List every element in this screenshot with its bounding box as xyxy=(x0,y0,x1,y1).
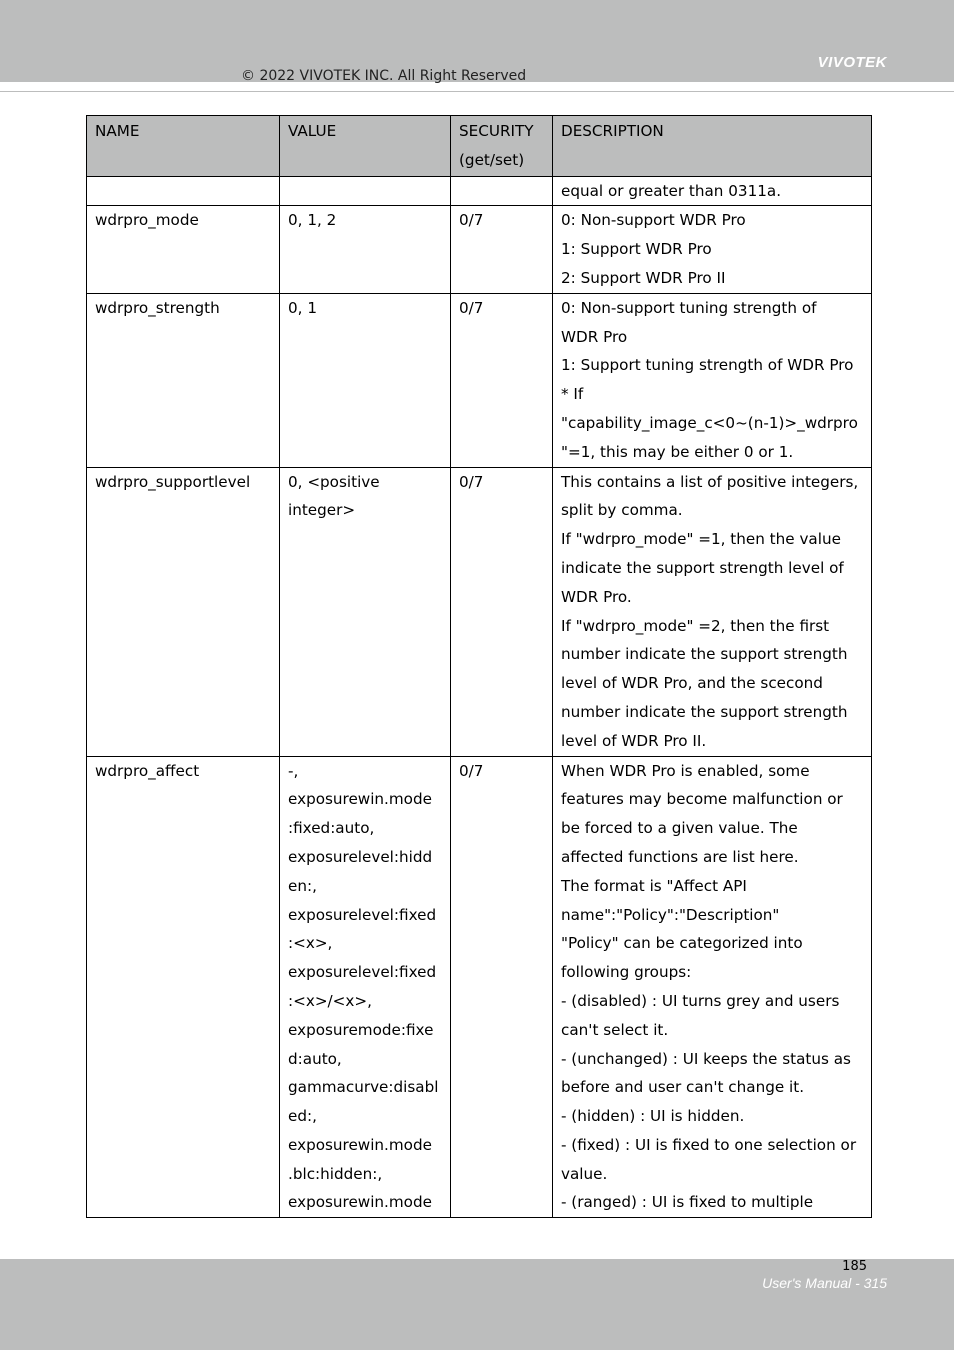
value-line: 0, 1 xyxy=(288,298,317,317)
description-line: * If xyxy=(561,385,584,404)
description-line: split by comma. xyxy=(561,501,683,520)
description-line: features may become malfunction or xyxy=(561,790,843,809)
cell-name xyxy=(87,176,280,206)
value-line: exposurewin.mode xyxy=(288,1135,432,1154)
description-line: 1: Support WDR Pro xyxy=(561,240,712,259)
cell-value xyxy=(280,293,451,467)
table-row xyxy=(87,293,872,467)
cell-description xyxy=(553,206,872,293)
header-description: DESCRIPTION xyxy=(553,116,872,177)
cell-value xyxy=(280,176,451,206)
description-line: number indicate the support strength xyxy=(561,702,848,721)
table-header-row xyxy=(87,116,872,177)
cell-description xyxy=(553,293,872,467)
description-line: number indicate the support strength xyxy=(561,645,848,664)
table-row xyxy=(87,176,872,206)
table-row xyxy=(87,206,872,293)
description-line: - (disabled) : UI turns grey and users xyxy=(561,991,840,1010)
description-line: - (unchanged) : UI keeps the status as xyxy=(561,1049,851,1068)
description-line: name":"Policy":"Description" xyxy=(561,905,780,924)
description-line: - (fixed) : UI is fixed to one selection or xyxy=(561,1135,857,1154)
description-line: When WDR Pro is enabled, some xyxy=(561,761,810,780)
header-name: NAME xyxy=(87,116,280,177)
description-line: level of WDR Pro, and the scecond xyxy=(561,674,823,693)
description-line: indicate the support strength level of xyxy=(561,558,844,577)
description-line: "capability_image_c<0~(n-1)>_wdrpro xyxy=(561,413,858,432)
cell-value xyxy=(280,756,451,1218)
description-line: WDR Pro. xyxy=(561,587,632,606)
table-row xyxy=(87,467,872,756)
cell-value xyxy=(280,467,451,756)
value-line: :<x>/<x>, xyxy=(288,991,372,1010)
description-line: The format is "Affect API xyxy=(561,876,747,895)
description-line: 1: Support tuning strength of WDR Pro xyxy=(561,356,854,375)
cell-security: 0/7 xyxy=(451,756,553,1218)
value-line: integer> xyxy=(288,501,356,520)
description-line: value. xyxy=(561,1164,608,1183)
cell-name: wdrpro_strength xyxy=(87,293,280,467)
description-line: If "wdrpro_mode" =2, then the first xyxy=(561,616,830,635)
cell-security: 0/7 xyxy=(451,206,553,293)
header-value: VALUE xyxy=(280,116,451,177)
value-line: -, xyxy=(288,761,299,780)
cell-description xyxy=(553,467,872,756)
description-line: If "wdrpro_mode" =1, then the value xyxy=(561,530,841,549)
cell-security xyxy=(451,176,553,206)
cell-security: 0/7 xyxy=(451,467,553,756)
header-divider xyxy=(0,91,954,92)
value-line: :fixed:auto, xyxy=(288,819,375,838)
description-line: 0: Non-support tuning strength of xyxy=(561,298,817,317)
description-line: be forced to a given value. The xyxy=(561,819,798,838)
parameter-table xyxy=(86,115,872,1218)
value-line: gammacurve:disabl xyxy=(288,1078,439,1097)
description-line: - (hidden) : UI is hidden. xyxy=(561,1107,745,1126)
value-line: exposurelevel:fixed xyxy=(288,905,437,924)
header-security: SECURITY (get/set) xyxy=(451,116,553,177)
footer-band xyxy=(0,1259,954,1350)
brand-logo: VIVOTEK xyxy=(817,54,887,71)
table-body xyxy=(87,176,872,1218)
description-line: "=1, this may be either 0 or 1. xyxy=(561,442,794,461)
description-line: This contains a list of positive integers, xyxy=(561,472,859,491)
description-line: can't select it. xyxy=(561,1020,669,1039)
cell-name: wdrpro_supportlevel xyxy=(87,467,280,756)
copyright-notice: © 2022 VIVOTEK INC. All Right Reserved xyxy=(241,68,527,84)
table-row xyxy=(87,756,872,1218)
value-line: exposurelevel:hidd xyxy=(288,847,433,866)
cell-name: wdrpro_mode xyxy=(87,206,280,293)
cell-description xyxy=(553,756,872,1218)
description-line: 0: Non-support WDR Pro xyxy=(561,211,746,230)
value-line: .blc:hidden:, xyxy=(288,1164,383,1183)
description-line: equal or greater than 0311a. xyxy=(561,181,782,200)
page-number: 185 xyxy=(842,1259,867,1274)
value-line: 0, <positive xyxy=(288,472,380,491)
description-line: affected functions are list here. xyxy=(561,847,799,866)
description-line: level of WDR Pro II. xyxy=(561,731,707,750)
value-line: exposurewin.mode xyxy=(288,790,432,809)
description-line: WDR Pro xyxy=(561,327,628,346)
description-line: 2: Support WDR Pro II xyxy=(561,268,726,287)
description-line: before and user can't change it. xyxy=(561,1078,805,1097)
cell-description xyxy=(553,176,872,206)
value-line: 0, 1, 2 xyxy=(288,211,337,230)
description-line: - (ranged) : UI is fixed to multiple xyxy=(561,1193,814,1212)
value-line: ed:, xyxy=(288,1107,317,1126)
value-line: exposurewin.mode xyxy=(288,1193,432,1212)
manual-page-label: User's Manual - 315 xyxy=(762,1275,887,1291)
value-line: en:, xyxy=(288,876,317,895)
description-line: following groups: xyxy=(561,963,692,982)
value-line: :<x>, xyxy=(288,934,333,953)
cell-security: 0/7 xyxy=(451,293,553,467)
value-line: exposuremode:fixe xyxy=(288,1020,434,1039)
cell-name: wdrpro_affect xyxy=(87,756,280,1218)
cell-value xyxy=(280,206,451,293)
description-line: "Policy" can be categorized into xyxy=(561,934,803,953)
value-line: d:auto, xyxy=(288,1049,342,1068)
value-line: exposurelevel:fixed xyxy=(288,963,437,982)
